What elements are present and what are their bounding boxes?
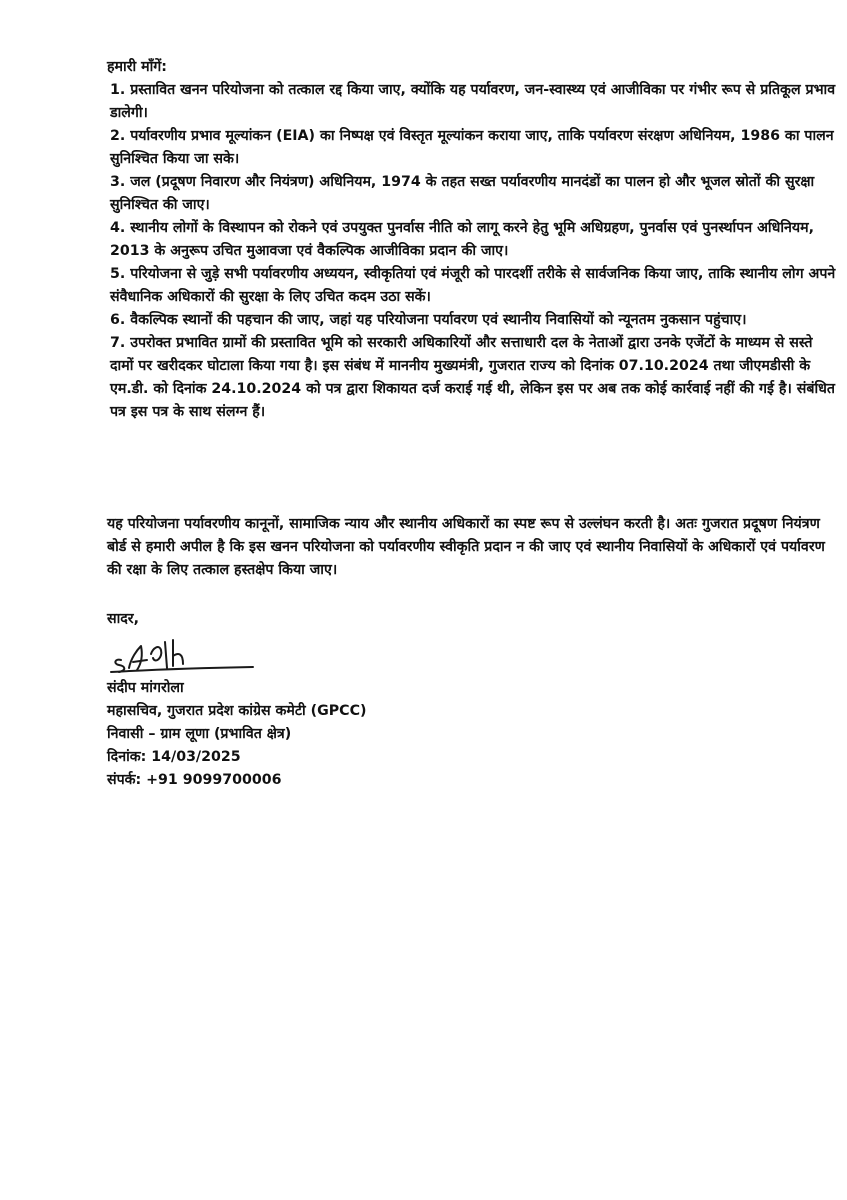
demand-item-5: 5. परियोजना से जुड़े सभी पर्यावरणीय अध्ययन, स्वीकृतियां एवं मंजूरी को पारदर्शी तरीके से सार्वजनिक किया जाए, ताकि स्थानीय लोग अपने संवैधानिक अधिकारों की सुरक्षा के लिए उचित कदम उठा सकें। — [110, 266, 836, 305]
handwritten-signature — [107, 634, 257, 676]
demands-heading: हमारी माँगें: — [107, 59, 167, 75]
closing-paragraph: यह परियोजना पर्यावरणीय कानूनों, सामाजिक न्याय और स्थानीय अधिकारों का स्पष्ट रूप से उल्लंघन करती है। अतः गुजरात प्रदूषण नियंत्रण बोर्ड से हमारी अपील है कि इस खनन परियोजना को पर्यावरणीय स्वीकृति प्रदान न की जाए एवं स्थानीय निवासियों के अधिकारों एवं पर्यावरण की रक्षा के लिए तत्काल हस्तक्षेप किया जाए। — [107, 516, 825, 578]
signatory-details — [107, 677, 607, 792]
demand-item-2: 2. पर्यावरणीय प्रभाव मूल्यांकन (EIA) का निष्पक्ष एवं विस्तृत मूल्यांकन कराया जाए, ताकि पर्यावरण संरक्षण अधिनियम, 1986 का पालन सुनिश्चित किया जा सके। — [110, 128, 834, 167]
demand-item-1: 1. प्रस्तावित खनन परियोजना को तत्काल रद्द किया जाए, क्योंकि यह पर्यावरण, जन-स्वास्थ्य एवं आजीविका पर गंभीर रूप से प्रतिकूल प्रभाव डालेगी। — [110, 82, 836, 121]
demand-item-4: 4. स्थानीय लोगों के विस्थापन को रोकने एवं उपयुक्त पुनर्वास नीति को लागू करने हेतु भूमि अधिग्रहण, पुनर्वास एवं पुनर्स्थापन अधिनियम, 2013 के अनुरूप उचित मुआवजा एवं वैकल्पिक आजीविका प्रदान की जाए। — [110, 220, 814, 259]
demand-item-3: 3. जल (प्रदूषण निवारण और नियंत्रण) अधिनियम, 1974 के तहत सख्त पर्यावरणीय मानदंडों का पालन हो और भूजल स्रोतों की सुरक्षा सुनिश्चित की जाए। — [110, 174, 815, 213]
letter-date: दिनांक: 14/03/2025 — [107, 749, 241, 765]
salutation: सादर, — [107, 611, 139, 627]
demand-item-7: 7. उपरोक्त प्रभावित ग्रामों की प्रस्तावित भूमि को सरकारी अधिकारियों और सत्ताधारी दल के नेताओं द्वारा उनके एजेंटों के माध्यम से सस्ते दामों पर खरीदकर घोटाला किया गया है। इस संबंध में माननीय मुख्यमंत्री, गुजरात राज्य को दिनांक 07.10.2024 तथा जीएमडीसी के एम.डी. को दिनांक 24.10.2024 को पत्र द्वारा शिकायत दर्ज कराई गई थी, लेकिन इस पर अब तक कोई कार्रवाई नहीं की गई है। संबंधित पत्र इस पत्र के साथ संलग्न हैं। — [110, 335, 835, 420]
demands-list — [107, 79, 837, 424]
signatory-designation: महासचिव, गुजरात प्रदेश कांग्रेस कमेटी (GPCC) — [107, 703, 367, 719]
signatory-residence: निवासी – ग्राम लूणा (प्रभावित क्षेत्र) — [107, 726, 292, 742]
demand-item-6: 6. वैकल्पिक स्थानों की पहचान की जाए, जहां यह परियोजना पर्यावरण एवं स्थानीय निवासियों को न्यूनतम नुकसान पहुंचाए। — [110, 312, 747, 328]
contact-number: संपर्क: +91 9099700006 — [107, 772, 282, 788]
signatory-name: संदीप मांगरोला — [107, 680, 184, 696]
demands-section — [107, 56, 837, 424]
signoff-block — [107, 608, 607, 792]
